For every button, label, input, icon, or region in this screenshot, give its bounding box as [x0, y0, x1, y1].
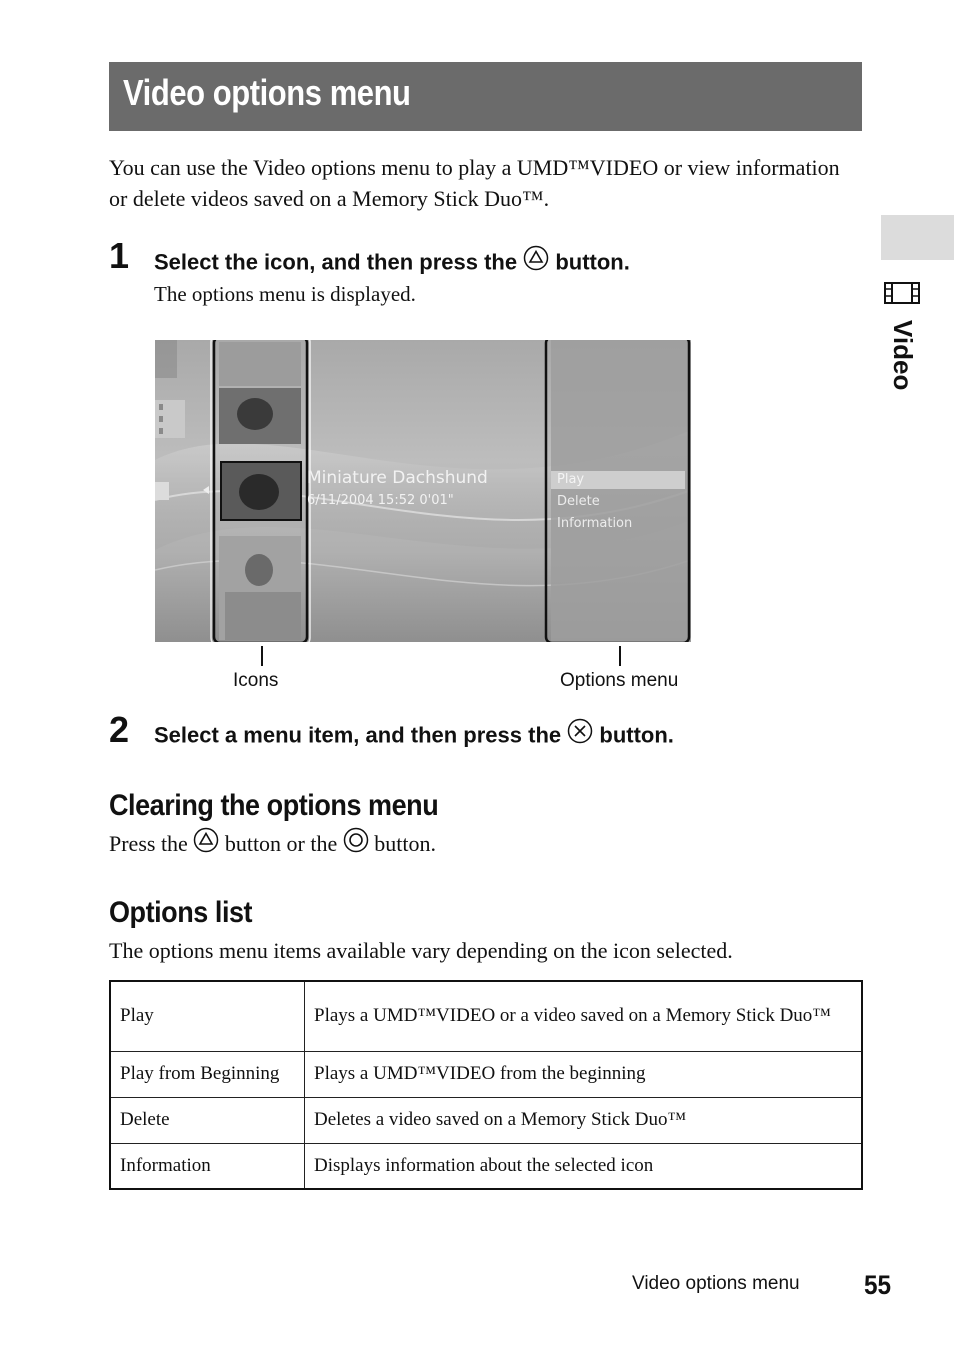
- option-description: Deletes a video saved on a Memory Stick Duo™: [305, 1097, 863, 1143]
- options-menu-caption: Options menu: [560, 670, 679, 691]
- icons-caption: Icons: [233, 670, 279, 691]
- psp-screenshot: [155, 340, 691, 642]
- clearing-heading: Clearing the options menu: [109, 789, 439, 822]
- table-row: [110, 1143, 862, 1189]
- clearing-text: [109, 829, 436, 863]
- clearing-text-after: button.: [374, 831, 436, 857]
- step-2-number: 2: [109, 709, 130, 750]
- step-1-description: The options menu is displayed.: [154, 282, 416, 306]
- step-1-number: 1: [109, 235, 130, 276]
- menu-item-delete[interactable]: Delete: [557, 494, 600, 509]
- step-1-title: [154, 247, 630, 280]
- cross-button-icon: [567, 718, 593, 751]
- psp-screen-graphic: [155, 340, 691, 642]
- step-1-title-text: Select the icon, and then press the: [154, 249, 518, 275]
- clearing-text-before: Press the: [109, 831, 188, 857]
- option-description: Plays a UMD™VIDEO from the beginning: [305, 1051, 863, 1097]
- option-name: Play: [110, 981, 305, 1051]
- table-row: [110, 981, 862, 1051]
- triangle-button-icon: [193, 827, 219, 861]
- option-description: Plays a UMD™VIDEO or a video saved on a Memory Stick Duo™: [305, 981, 863, 1051]
- video-meta-label: 6/11/2004 15:52 0'01": [307, 493, 454, 508]
- options-list-heading: Options list: [109, 896, 253, 929]
- page-title-bar: [109, 62, 862, 131]
- triangle-button-icon: [523, 245, 549, 278]
- footer-section-title: Video options menu: [632, 1273, 800, 1294]
- option-description: Displays information about the selected icon: [305, 1143, 863, 1189]
- option-name: Delete: [110, 1097, 305, 1143]
- circle-button-icon: [343, 827, 369, 861]
- table-row: [110, 1097, 862, 1143]
- film-strip-icon: [884, 282, 920, 309]
- menu-item-play[interactable]: Play: [557, 472, 585, 487]
- icons-leader-line: [261, 646, 263, 666]
- step-2-title-text: Select a menu item, and then press the: [154, 722, 562, 748]
- intro-paragraph: You can use the Video options menu to play a UMD™VIDEO or view information or delete videos saved on a Memory Stick Duo™.: [109, 155, 840, 211]
- section-label: [872, 320, 932, 410]
- page-number: 55: [864, 1270, 892, 1300]
- step-1-title-suffix: button.: [555, 249, 630, 275]
- options-table: [109, 980, 863, 1190]
- section-tab: [881, 215, 954, 260]
- options-leader-line: [619, 646, 621, 666]
- page-title: Video options menu: [123, 72, 411, 113]
- option-name: Play from Beginning: [110, 1051, 305, 1097]
- option-name: Information: [110, 1143, 305, 1189]
- clearing-text-middle: button or the: [224, 831, 338, 857]
- section-label-text: Video: [888, 320, 918, 391]
- step-2-title-suffix: button.: [599, 722, 674, 748]
- table-row: [110, 1051, 862, 1097]
- step-2-title: [154, 720, 674, 753]
- options-list-intro: The options menu items available vary depending on the icon selected.: [109, 938, 733, 963]
- menu-item-information[interactable]: Information: [557, 516, 633, 531]
- video-title-label: Miniature Dachshund: [307, 468, 488, 488]
